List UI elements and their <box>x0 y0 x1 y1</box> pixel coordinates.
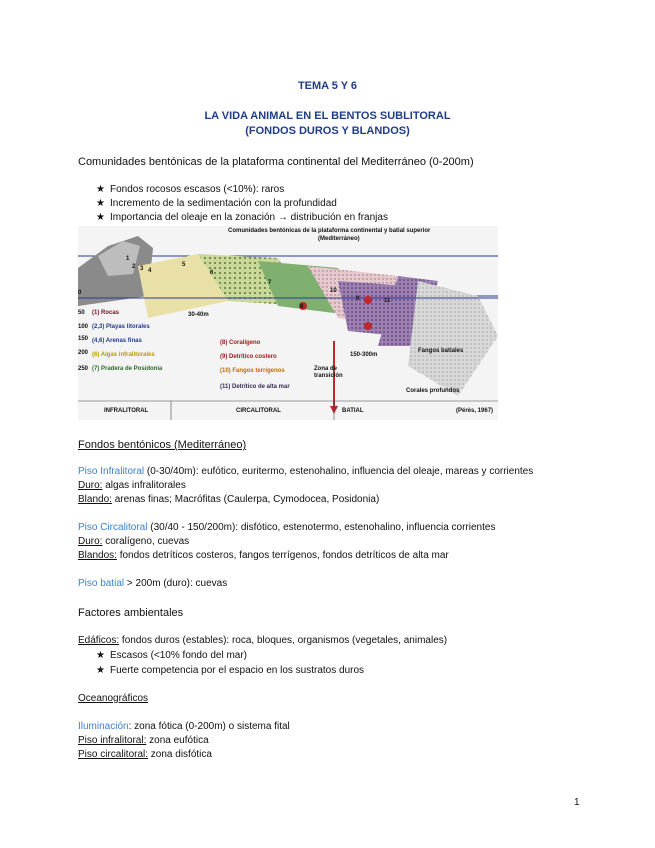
figure-num: 11 <box>384 298 391 304</box>
figure-num: 6 <box>210 270 214 276</box>
paragraph-piso-circalitoral: Piso circalitoral: zona disfótica <box>78 749 212 760</box>
figure-num: 9 <box>356 296 360 302</box>
figure-num: 2 <box>132 264 136 270</box>
label-bathyal-muds: Fangos batiales <box>418 348 464 354</box>
paragraph-circa-duro: Duro: coralígeno, cuevas <box>78 536 190 547</box>
legend-mid-item: (9) Detrítico costero <box>220 354 277 360</box>
figure-num: 3 <box>140 266 144 272</box>
figure-num: 8 <box>300 304 304 310</box>
depth-mark: 200 <box>78 350 89 356</box>
figure-num: 1 <box>126 256 130 262</box>
section-heading-factores: Factores ambientales <box>78 607 184 619</box>
legend-left-item: (6) Algas infralitorales <box>92 352 155 358</box>
bullet-item: ★ Fondos rocosos escasos (<10%): raros <box>96 184 285 195</box>
star-icon: ★ <box>96 665 105 676</box>
zone-circalitoral: CIRCALITORAL <box>236 408 281 414</box>
bullet-item: ★ Incremento de la sedimentación con la profundidad <box>96 198 337 209</box>
figure-num: 4 <box>148 268 152 274</box>
label-depth-150300: 150-300m <box>350 352 378 358</box>
doc-subtitle: LA VIDA ANIMAL EN EL BENTOS SUBLITORAL <box>204 110 451 122</box>
legend-left-item: (4,6) Arenas finas <box>92 338 142 344</box>
zone-batial: BATIAL <box>342 408 364 414</box>
doc-title: TEMA 5 Y 6 <box>297 80 358 92</box>
depth-mark: 0 <box>78 290 82 296</box>
legend-left-item: (1) Rocas <box>92 310 120 316</box>
bullet-item: ★ Escasos (<10% fondo del mar) <box>96 650 248 661</box>
legend-mid-item: (10) Fangos terrígenos <box>220 368 285 374</box>
star-icon: ★ <box>96 650 105 661</box>
paragraph-iluminacion: Iluminación: zona fótica (0-200m) o sistema fital <box>78 721 290 732</box>
paragraph-circalitoral: Piso Circalitoral (30/40 - 150/200m): disfótico, estenotermo, estenohalino, influencia corrientes <box>78 522 496 533</box>
section-heading-fondos: Fondos bentónicos (Mediterráneo) <box>78 439 247 451</box>
label-depth-3040: 30-40m <box>188 312 209 318</box>
paragraph-piso-infralitoral: Piso infralitoral: zona eufótica <box>78 735 209 746</box>
bullet-item: ★ Importancia del oleaje en la zonación → distribución en franjas <box>96 212 388 223</box>
figure-credit: (Pérès, 1967) <box>456 408 494 414</box>
page-number: 1 <box>574 797 580 808</box>
depth-mark: 100 <box>78 324 89 330</box>
figure-num: 5 <box>182 262 186 268</box>
star-icon: ★ <box>96 198 105 209</box>
doc-subtitle-2: (FONDOS DUROS Y BLANDOS) <box>245 125 410 137</box>
depth-mark: 50 <box>78 310 85 316</box>
paragraph-infra-blando: Blando: arenas finas; Macrófitas (Caulerpa, Cymodocea, Posidonia) <box>78 494 380 505</box>
legend-mid-item: (8) Coralígeno <box>220 340 261 346</box>
subheading-oceanograficos: Oceanográficos <box>78 693 149 704</box>
paragraph-infralitoral: Piso Infralitoral (0-30/40m): eufótico, euritermo, estenohalino, influencia del oleaje, mareas y corrientes <box>78 466 534 477</box>
figure-subtitle: (Mediterráneo) <box>318 236 360 242</box>
figure-num: 10 <box>330 288 337 294</box>
figure-title: Comunidades bentónicas de la plataforma continental y batial superior <box>228 228 431 234</box>
star-icon: ★ <box>96 184 105 195</box>
depth-mark: 150 <box>78 336 89 342</box>
paragraph-edaficos: Edáficos: fondos duros (estables): roca, bloques, organismos (vegetales, animales) <box>78 635 448 646</box>
legend-left-item: (2,3) Playas litorales <box>92 324 150 330</box>
label-transition-zone: Zona de transición <box>314 366 343 379</box>
paragraph-circa-blando: Blandos: fondos detríticos costeros, fangos terrígenos, fondos detríticos de alta mar <box>78 550 449 561</box>
paragraph-batial: Piso batial > 200m (duro): cuevas <box>78 578 228 589</box>
star-icon: ★ <box>96 212 105 223</box>
zone-infralitoral: INFRALITORAL <box>104 408 149 414</box>
intro-heading: Comunidades bentónicas de la plataforma continental del Mediterráneo (0-200m) <box>78 156 474 168</box>
bullet-item: ★ Fuerte competencia por el espacio en los sustratos duros <box>96 665 365 676</box>
paragraph-infra-duro: Duro: algas infralitorales <box>78 480 186 491</box>
legend-left-item: (7) Pradera de Posidonia <box>92 366 163 372</box>
label-deep-corals: Corales profundos <box>406 388 460 394</box>
benthic-zonation-figure <box>78 226 498 420</box>
legend-mid-item: (11) Detrítico de alta mar <box>220 384 290 390</box>
figure-num: 7 <box>268 280 272 286</box>
depth-mark: 250 <box>78 366 89 372</box>
